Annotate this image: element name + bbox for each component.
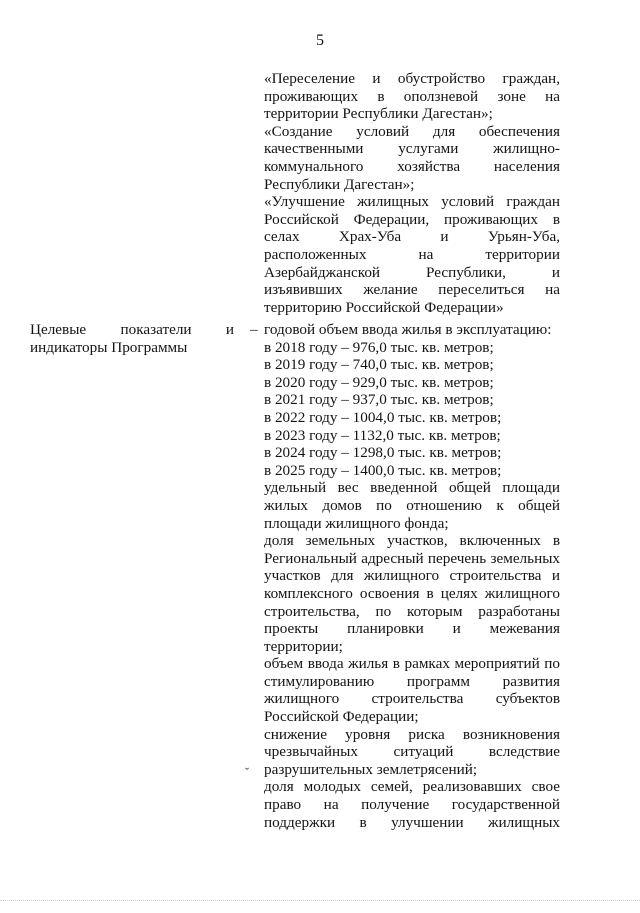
text-line: в 2023 году – 1132,0 тыс. кв. метров; (264, 426, 501, 444)
text-line: поддержки в улучшении жилищных (264, 813, 560, 831)
text-line: право на получение государственной (264, 796, 560, 814)
label-line: Целевые показатели и (30, 321, 234, 338)
text-line: доля земельных участков, включенных в (264, 532, 560, 550)
text-line: проживающих в оползневой зоне на (264, 87, 560, 105)
text-line: в 2021 году – 937,0 тыс. кв. метров; (264, 391, 494, 409)
text-line: жилищного строительства субъектов (264, 690, 560, 708)
text-line: «Улучшение жилищных условий граждан (264, 193, 560, 211)
scan-edge (0, 900, 640, 913)
text-line: в 2020 году – 929,0 тыс. кв. метров; (264, 373, 494, 391)
text-line: в 2025 году – 1400,0 тыс. кв. метров; (264, 461, 502, 479)
scan-artifact: ˇ (245, 765, 249, 779)
text-line: проекты планировки и межевания (264, 620, 560, 638)
text-line: территории; (264, 637, 343, 655)
text-line: в 2019 году – 740,0 тыс. кв. метров; (264, 356, 494, 374)
text-line: качественными услугами жилищно- (264, 140, 560, 158)
row-value (264, 321, 560, 831)
text-line: снижение уровня риска возникновения (264, 725, 560, 743)
text-line: расположенных на территории (264, 245, 560, 263)
text-line: территории Республики Дагестан»; (264, 105, 493, 123)
text-line: стимулированию программ развития (264, 672, 560, 690)
text-line: разрушительных землетрясений; (264, 760, 478, 778)
text-line: объем ввода жилья в рамках мероприятий по (264, 655, 560, 673)
text-line: Азербайджанской Республики, и (264, 263, 560, 281)
row-dash: – (250, 321, 258, 338)
text-line: Российской Федерации; (264, 708, 419, 726)
text-line: Региональный адресный перечень земельных (264, 549, 560, 567)
text-line: площади жилищного фонда; (264, 514, 449, 532)
text-line: в 2022 году – 1004,0 тыс. кв. метров; (264, 408, 502, 426)
page-number: 5 (316, 32, 324, 49)
text-line: Российской Федерации, проживающих в (264, 210, 560, 228)
text-line: участков для жилищного строительства и (264, 567, 560, 585)
label-line: индикаторы Программы (30, 338, 188, 356)
text-line: жилых домов по отношению к общей (264, 496, 560, 514)
text-line: «Создание условий для обеспечения (264, 122, 560, 140)
text-line: строительства, по которым разработаны (264, 602, 560, 620)
text-line: территорию Российской Федерации» (264, 298, 504, 316)
program-list-continuation (264, 70, 560, 316)
text-line: «Переселение и обустройство граждан, (264, 70, 560, 87)
row-label (30, 321, 256, 356)
text-line: в 2018 году – 976,0 тыс. кв. метров; (264, 338, 494, 356)
text-line: Республики Дагестан»; (264, 175, 415, 193)
text-line: в 2024 году – 1298,0 тыс. кв. метров; (264, 444, 502, 462)
text-line: коммунального хозяйства населения (264, 157, 560, 175)
text-line: комплексного освоения в целях жилищного (264, 584, 560, 602)
text-line: чрезвычайных ситуаций вследствие (264, 743, 560, 761)
text-line: доля молодых семей, реализовавших свое (264, 778, 560, 796)
text-line: удельный вес введенной общей площади (264, 479, 560, 497)
text-line: изъявивших желание переселиться на (264, 281, 560, 299)
text-line: годовой объем ввода жилья в эксплуатацию: (264, 321, 552, 338)
text-line: селах Храх-Уба и Урьян-Уба, (264, 228, 560, 246)
